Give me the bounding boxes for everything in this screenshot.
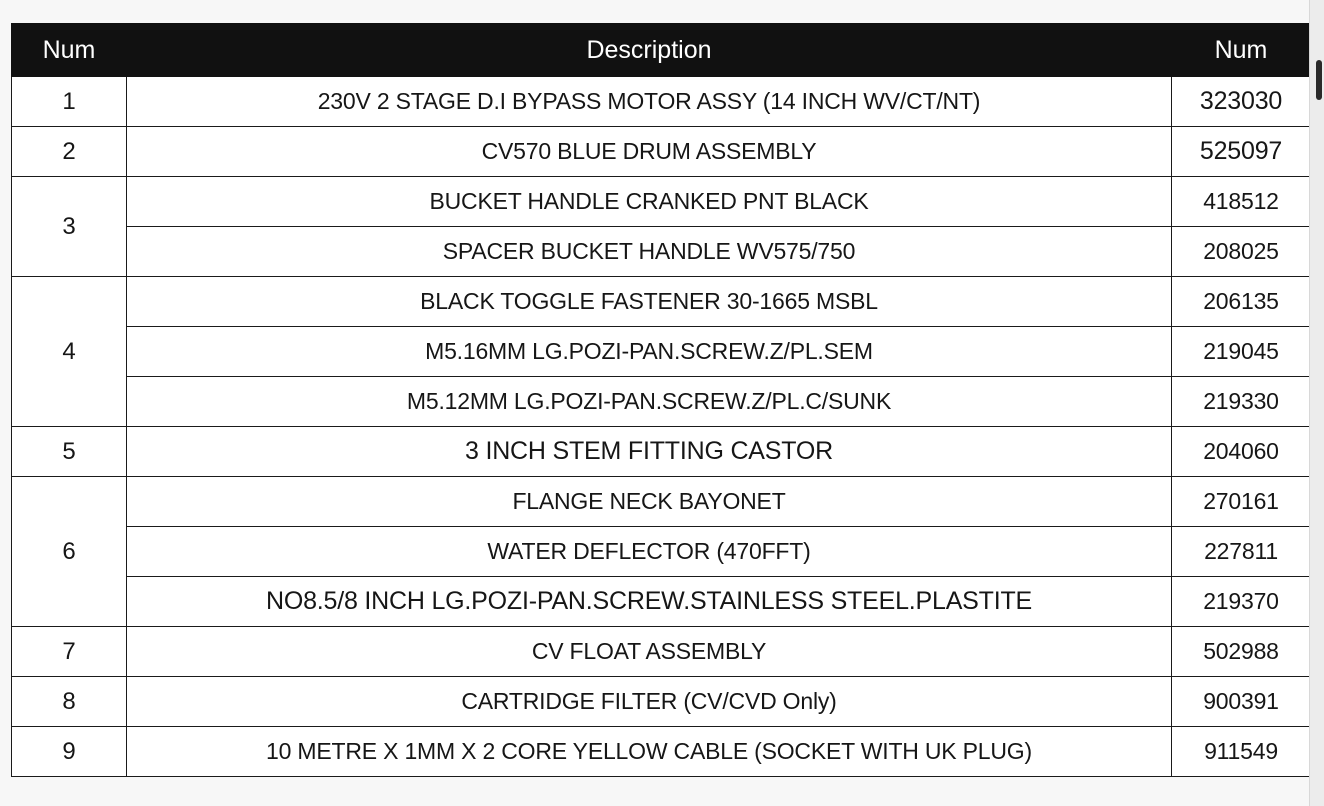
part-number: 219330 (1172, 377, 1311, 427)
part-number: 270161 (1172, 477, 1311, 527)
table-row (12, 127, 1311, 177)
item-number: 9 (12, 727, 127, 777)
table-row (12, 277, 1311, 327)
part-number: 418512 (1172, 177, 1311, 227)
part-number: 502988 (1172, 627, 1311, 677)
item-description: BLACK TOGGLE FASTENER 30-1665 MSBL (127, 277, 1172, 327)
part-number: 206135 (1172, 277, 1311, 327)
scrollbar[interactable] (1309, 0, 1324, 806)
scrollbar-thumb[interactable] (1316, 60, 1322, 100)
part-number: 323030 (1172, 77, 1311, 127)
table-row (12, 377, 1311, 427)
table-row (12, 527, 1311, 577)
item-description: 3 INCH STEM FITTING CASTOR (127, 427, 1172, 477)
item-number: 5 (12, 427, 127, 477)
item-description: CARTRIDGE FILTER (CV/CVD Only) (127, 677, 1172, 727)
part-number: 911549 (1172, 727, 1311, 777)
item-description: BUCKET HANDLE CRANKED PNT BLACK (127, 177, 1172, 227)
table-row (12, 177, 1311, 227)
item-number: 4 (12, 277, 127, 427)
item-number: 2 (12, 127, 127, 177)
item-number: 6 (12, 477, 127, 627)
table-row (12, 677, 1311, 727)
item-description: SPACER BUCKET HANDLE WV575/750 (127, 227, 1172, 277)
item-description: FLANGE NECK BAYONET (127, 477, 1172, 527)
part-number: 219045 (1172, 327, 1311, 377)
item-description: M5.12MM LG.POZI-PAN.SCREW.Z/PL.C/SUNK (127, 377, 1172, 427)
header-part-number: Num (1172, 24, 1311, 77)
item-description: NO8.5/8 INCH LG.POZI-PAN.SCREW.STAINLESS STEEL.PLASTITE (127, 577, 1172, 627)
table-row (12, 427, 1311, 477)
part-number: 525097 (1172, 127, 1311, 177)
item-number: 1 (12, 77, 127, 127)
header-num: Num (12, 24, 127, 77)
item-description: M5.16MM LG.POZI-PAN.SCREW.Z/PL.SEM (127, 327, 1172, 377)
item-number: 3 (12, 177, 127, 277)
item-description: 10 METRE X 1MM X 2 CORE YELLOW CABLE (SOCKET WITH UK PLUG) (127, 727, 1172, 777)
item-description: CV FLOAT ASSEMBLY (127, 627, 1172, 677)
table-row (12, 77, 1311, 127)
part-number: 219370 (1172, 577, 1311, 627)
table-header-row (12, 24, 1311, 77)
header-description: Description (127, 24, 1172, 77)
table-row (12, 727, 1311, 777)
item-description: WATER DEFLECTOR (470FFT) (127, 527, 1172, 577)
item-description: 230V 2 STAGE D.I BYPASS MOTOR ASSY (14 INCH WV/CT/NT) (127, 77, 1172, 127)
table-row (12, 327, 1311, 377)
part-number: 204060 (1172, 427, 1311, 477)
part-number: 227811 (1172, 527, 1311, 577)
part-number: 208025 (1172, 227, 1311, 277)
parts-table (11, 23, 1311, 777)
item-number: 7 (12, 627, 127, 677)
table-row (12, 627, 1311, 677)
table-row (12, 577, 1311, 627)
item-description: CV570 BLUE DRUM ASSEMBLY (127, 127, 1172, 177)
part-number: 900391 (1172, 677, 1311, 727)
table-row (12, 477, 1311, 527)
item-number: 8 (12, 677, 127, 727)
table-row (12, 227, 1311, 277)
